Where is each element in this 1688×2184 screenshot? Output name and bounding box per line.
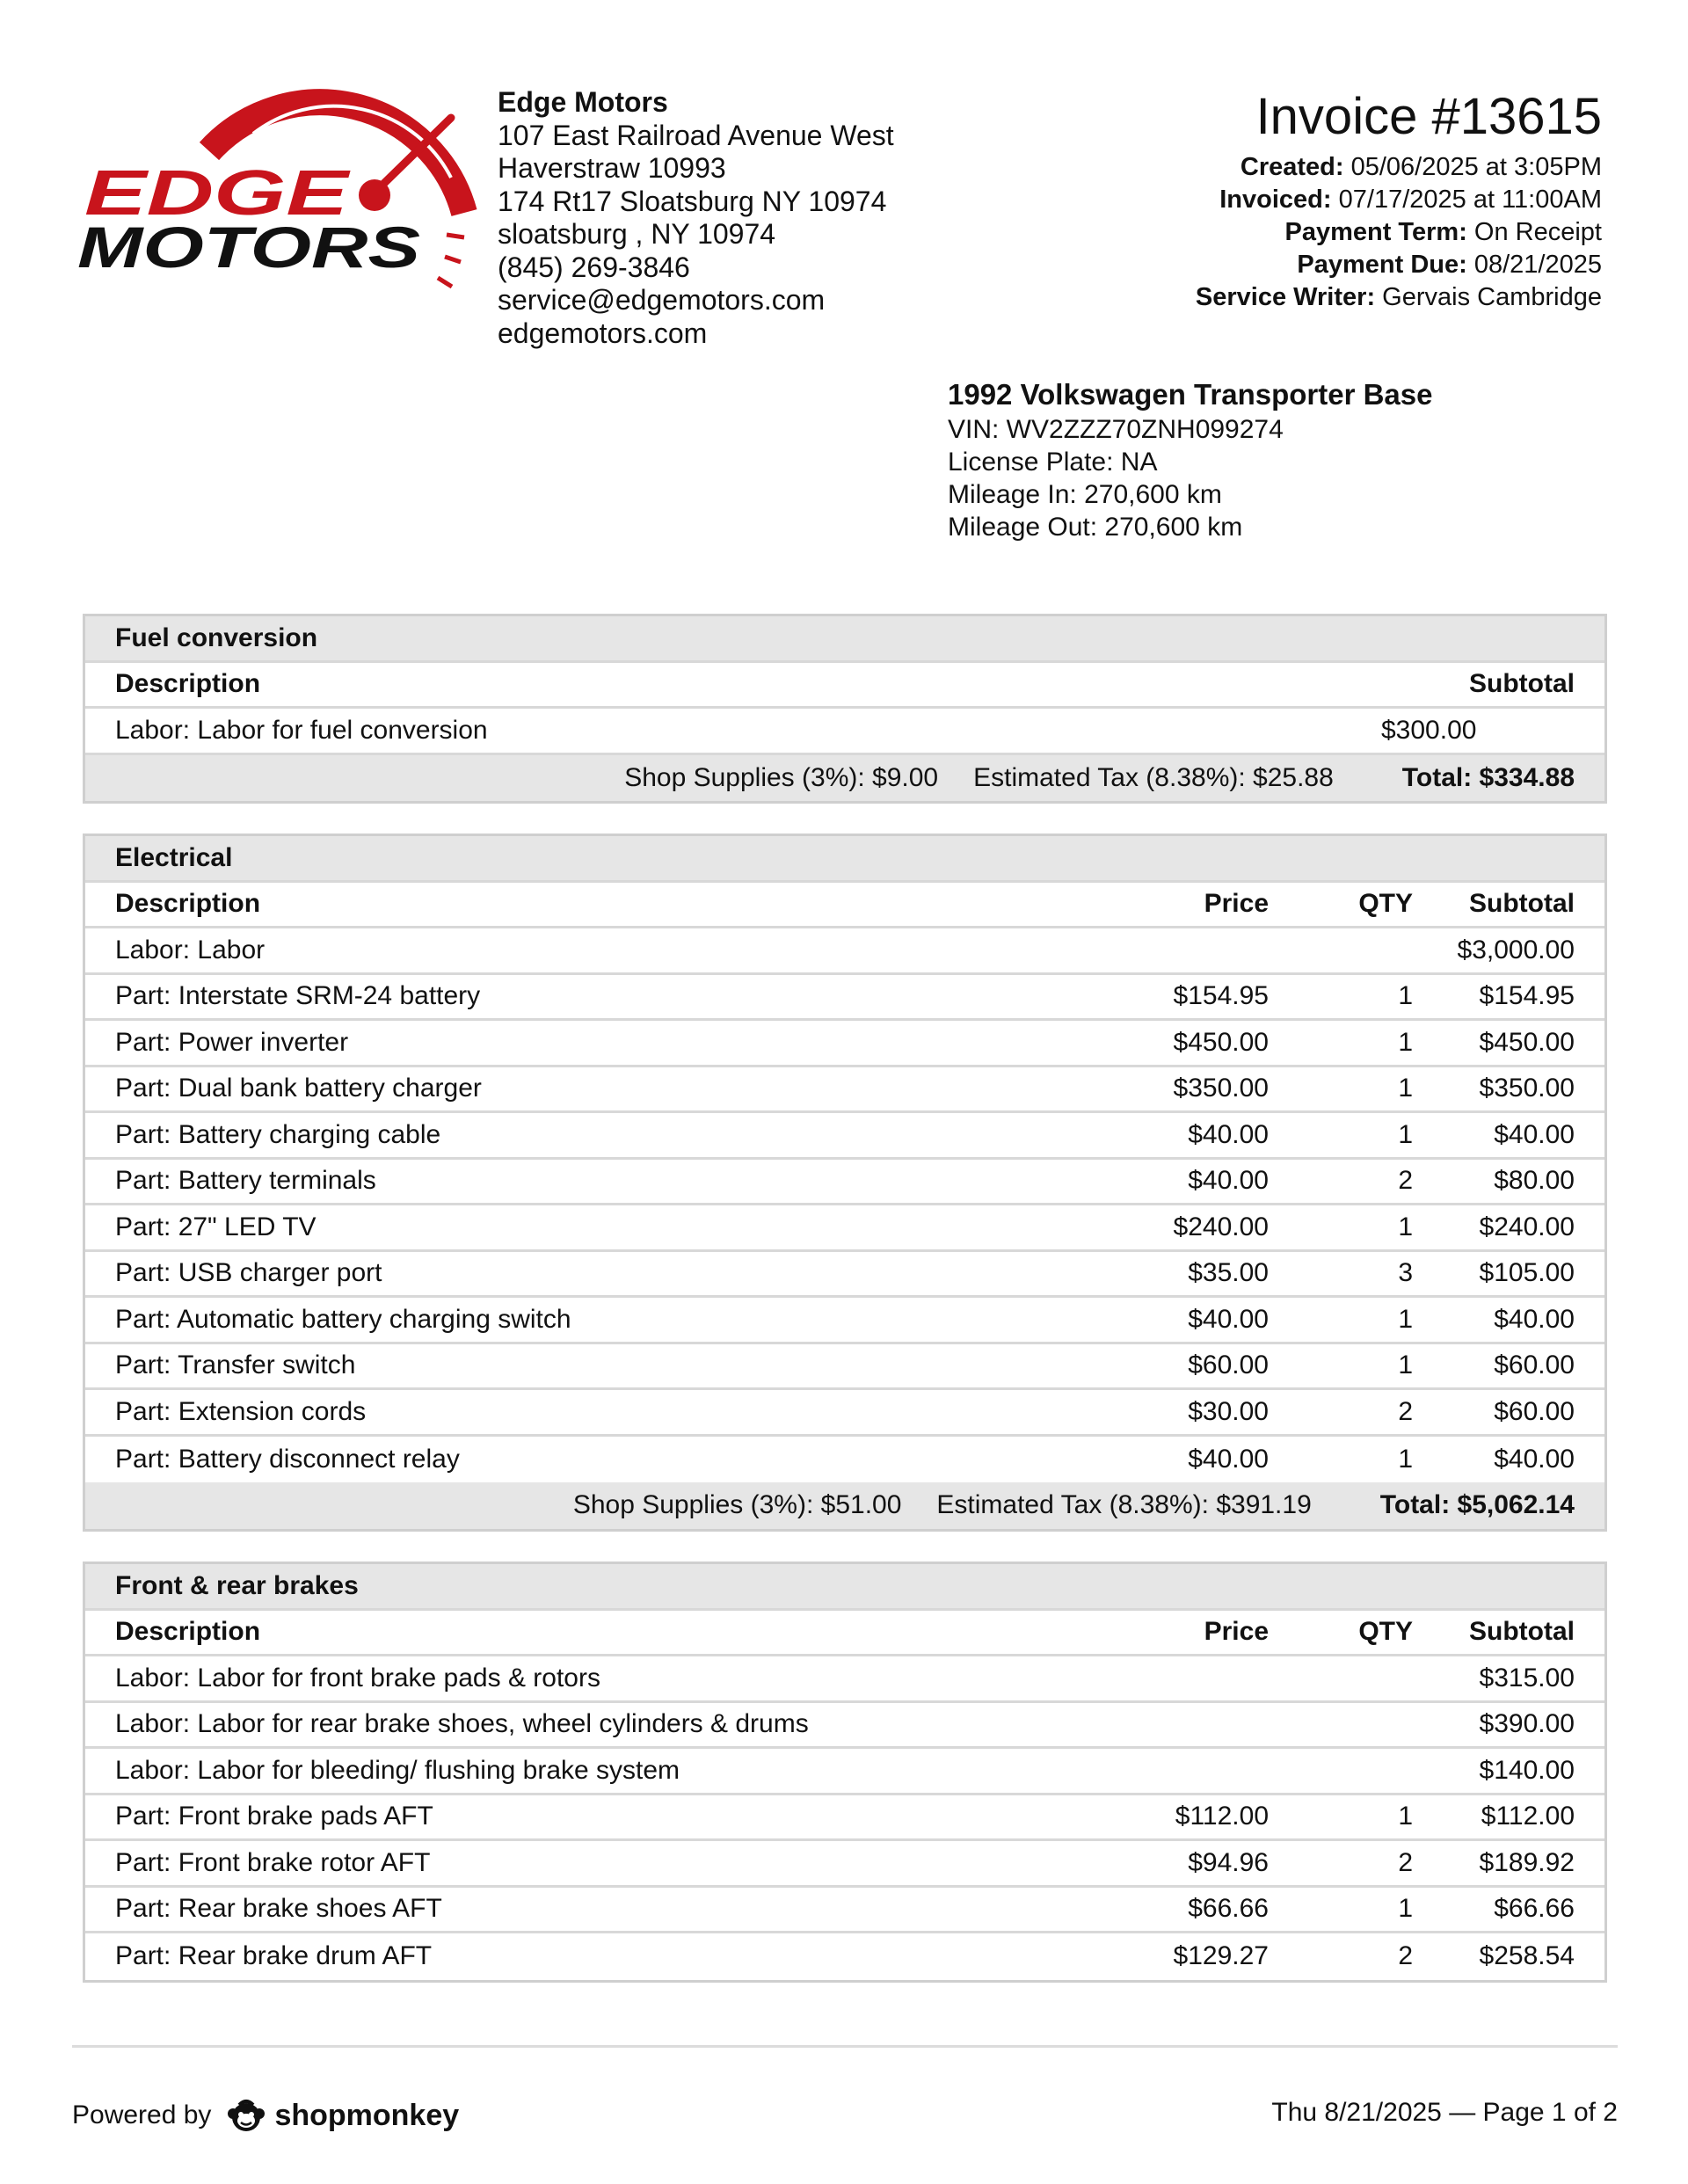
table-row xyxy=(85,1749,1604,1795)
item-description: Part: Transfer switch xyxy=(115,1350,356,1380)
table-row xyxy=(85,709,1604,755)
section-fuel-conversion xyxy=(83,614,1607,804)
header-description: Description xyxy=(115,1617,261,1647)
header-qty: QTY xyxy=(1358,889,1413,919)
header-qty: QTY xyxy=(1358,1617,1413,1647)
header-description: Description xyxy=(115,889,261,919)
shopmonkey-logo-icon xyxy=(227,2096,266,2135)
item-price: $66.66 xyxy=(1188,1894,1269,1924)
item-subtotal: $350.00 xyxy=(1479,1074,1575,1103)
company-phone: (845) 269-3846 xyxy=(498,251,690,283)
item-subtotal: $105.00 xyxy=(1479,1258,1575,1288)
table-row xyxy=(85,1021,1604,1067)
vehicle-mileage-in: Mileage In: 270,600 km xyxy=(948,480,1222,509)
company-email[interactable]: service@edgemotors.com xyxy=(498,284,826,316)
section-summary xyxy=(85,755,1604,802)
shopmonkey-brand: shopmonkey xyxy=(274,2098,460,2132)
item-subtotal: $60.00 xyxy=(1494,1396,1575,1426)
company-info xyxy=(498,86,894,350)
vehicle-name: 1992 Volkswagen Transporter Base xyxy=(948,378,1433,411)
company-address-line: Haverstraw 10993 xyxy=(498,152,726,184)
item-qty: 1 xyxy=(1398,1304,1413,1334)
shop-supplies: Shop Supplies (3%): $9.00 xyxy=(624,762,939,792)
item-subtotal: $450.00 xyxy=(1479,1027,1575,1057)
item-subtotal: $315.00 xyxy=(1479,1663,1575,1693)
table-row xyxy=(85,1113,1604,1160)
item-price: $40.00 xyxy=(1188,1119,1269,1149)
item-qty: 1 xyxy=(1398,1119,1413,1149)
item-description: Part: Extension cords xyxy=(115,1396,367,1426)
table-row xyxy=(85,1888,1604,1934)
table-row xyxy=(85,1067,1604,1114)
invoice-invoiced: Invoiced: 07/17/2025 at 11:00AM xyxy=(1219,186,1602,214)
invoice-payment-due: Payment Due: 08/21/2025 xyxy=(1297,251,1602,279)
item-qty: 2 xyxy=(1398,1847,1413,1877)
section-summary xyxy=(85,1482,1604,1529)
item-description: Part: Front brake rotor AFT xyxy=(115,1847,431,1877)
footer-divider xyxy=(72,2045,1618,2048)
item-subtotal: $112.00 xyxy=(1481,1802,1575,1831)
item-subtotal: $189.92 xyxy=(1479,1847,1575,1877)
item-description: Labor: Labor xyxy=(115,935,266,965)
item-price: $30.00 xyxy=(1188,1396,1269,1426)
edge-motors-logo xyxy=(77,81,482,292)
item-subtotal: $154.95 xyxy=(1479,981,1575,1011)
table-header xyxy=(85,663,1604,710)
table-row xyxy=(85,1933,1604,1980)
table-row xyxy=(85,1344,1604,1391)
powered-by-label: Powered by xyxy=(72,2100,212,2129)
item-subtotal: $258.54 xyxy=(1479,1941,1575,1971)
table-row xyxy=(85,1703,1604,1750)
header-subtotal: Subtotal xyxy=(1469,1617,1575,1647)
company-address-line: sloatsburg , NY 10974 xyxy=(498,218,776,250)
item-description: Part: Battery charging cable xyxy=(115,1119,441,1149)
invoice-created: Created: 05/06/2025 at 3:05PM xyxy=(1240,153,1602,181)
section-title: Fuel conversion xyxy=(85,616,1604,663)
item-price: $129.27 xyxy=(1173,1941,1269,1971)
item-qty: 1 xyxy=(1398,1027,1413,1057)
item-description: Labor: Labor for bleeding/ flushing brake system xyxy=(115,1755,680,1785)
section-title: Front & rear brakes xyxy=(85,1564,1604,1611)
item-description: Part: USB charger port xyxy=(115,1258,382,1288)
item-qty: 1 xyxy=(1398,1444,1413,1474)
item-description: Part: Interstate SRM-24 battery xyxy=(115,981,481,1011)
company-website[interactable]: edgemotors.com xyxy=(498,317,708,349)
item-price: $154.95 xyxy=(1173,981,1269,1011)
item-subtotal: $66.66 xyxy=(1494,1894,1575,1924)
item-description: Part: Power inverter xyxy=(115,1027,349,1057)
item-description: Part: 27" LED TV xyxy=(115,1212,316,1241)
header-subtotal: Subtotal xyxy=(1469,889,1575,919)
estimated-tax: Estimated Tax (8.38%): $391.19 xyxy=(936,1490,1312,1520)
header-description: Description xyxy=(115,669,261,699)
table-header xyxy=(85,1611,1604,1657)
item-qty: 1 xyxy=(1398,1212,1413,1241)
item-price: $40.00 xyxy=(1188,1304,1269,1334)
section-total: Total: $334.88 xyxy=(1401,762,1575,792)
table-row xyxy=(85,1160,1604,1206)
item-qty: 1 xyxy=(1398,1802,1413,1831)
item-qty: 2 xyxy=(1398,1941,1413,1971)
item-qty: 1 xyxy=(1398,1894,1413,1924)
item-description: Part: Rear brake drum AFT xyxy=(115,1941,433,1971)
item-price: $450.00 xyxy=(1173,1027,1269,1057)
item-subtotal: $390.00 xyxy=(1479,1709,1575,1739)
table-header xyxy=(85,883,1604,929)
section-total: Total: $5,062.14 xyxy=(1379,1490,1575,1520)
shop-supplies: Shop Supplies (3%): $51.00 xyxy=(572,1490,902,1520)
vehicle-plate: License Plate: NA xyxy=(948,448,1158,477)
invoice-info xyxy=(1196,86,1602,314)
item-subtotal: $240.00 xyxy=(1479,1212,1575,1241)
header-subtotal: Subtotal xyxy=(1469,669,1575,699)
item-description: Part: Dual bank battery charger xyxy=(115,1074,482,1103)
table-row xyxy=(85,1205,1604,1252)
item-price: $94.96 xyxy=(1188,1847,1269,1877)
powered-by xyxy=(72,2096,459,2135)
item-description: Part: Battery terminals xyxy=(115,1166,376,1196)
item-description: Part: Automatic battery charging switch xyxy=(115,1304,571,1334)
item-description: Labor: Labor for rear brake shoes, wheel cylinders & drums xyxy=(115,1709,809,1739)
logo-speedometer-ticks xyxy=(438,235,464,287)
vehicle-mileage-out: Mileage Out: 270,600 km xyxy=(948,513,1243,542)
item-subtotal: $3,000.00 xyxy=(1457,935,1575,965)
item-price: $60.00 xyxy=(1188,1350,1269,1380)
table-row xyxy=(85,928,1604,975)
table-row xyxy=(85,1390,1604,1437)
page-info: Thu 8/21/2025 — Page 1 of 2 xyxy=(1271,2098,1618,2127)
company-address-line: 174 Rt17 Sloatsburg NY 10974 xyxy=(498,185,887,217)
item-subtotal: $300.00 xyxy=(1381,715,1477,745)
header-price: Price xyxy=(1204,1617,1269,1647)
item-subtotal: $40.00 xyxy=(1494,1304,1575,1334)
item-description: Labor: Labor for front brake pads & rotors xyxy=(115,1663,600,1693)
section-electrical xyxy=(83,834,1607,1532)
item-subtotal: $60.00 xyxy=(1494,1350,1575,1380)
item-price: $350.00 xyxy=(1173,1074,1269,1103)
item-description: Part: Rear brake shoes AFT xyxy=(115,1894,442,1924)
section-title: Electrical xyxy=(85,836,1604,883)
invoice-payment-term: Payment Term: On Receipt xyxy=(1284,218,1602,246)
item-description: Labor: Labor for fuel conversion xyxy=(115,715,488,745)
item-description: Part: Battery disconnect relay xyxy=(115,1444,460,1474)
vehicle-vin: VIN: WV2ZZZ70ZNH099274 xyxy=(948,415,1284,444)
item-subtotal: $140.00 xyxy=(1479,1755,1575,1785)
invoice-service-writer: Service Writer: Gervais Cambridge xyxy=(1195,283,1602,311)
item-subtotal: $80.00 xyxy=(1494,1166,1575,1196)
table-row xyxy=(85,1656,1604,1703)
item-subtotal: $40.00 xyxy=(1494,1119,1575,1149)
table-row xyxy=(85,1437,1604,1483)
item-qty: 3 xyxy=(1398,1258,1413,1288)
company-name: Edge Motors xyxy=(498,86,668,118)
item-price: $240.00 xyxy=(1173,1212,1269,1241)
item-price: $112.00 xyxy=(1175,1802,1269,1831)
estimated-tax: Estimated Tax (8.38%): $25.88 xyxy=(973,762,1334,792)
item-price: $35.00 xyxy=(1188,1258,1269,1288)
logo-text-edge: EDGE xyxy=(84,158,351,229)
item-price: $40.00 xyxy=(1188,1444,1269,1474)
item-qty: 2 xyxy=(1398,1396,1413,1426)
section-brakes xyxy=(83,1562,1607,1983)
item-qty: 1 xyxy=(1398,981,1413,1011)
item-subtotal: $40.00 xyxy=(1494,1444,1575,1474)
table-row xyxy=(85,1252,1604,1299)
header-price: Price xyxy=(1204,889,1269,919)
item-price: $40.00 xyxy=(1188,1166,1269,1196)
item-qty: 1 xyxy=(1398,1350,1413,1380)
table-row xyxy=(85,1795,1604,1842)
item-description: Part: Front brake pads AFT xyxy=(115,1802,433,1831)
item-qty: 2 xyxy=(1398,1166,1413,1196)
table-row xyxy=(85,1298,1604,1344)
logo-text-motors: MOTORS xyxy=(77,215,420,280)
company-address-line: 107 East Railroad Avenue West xyxy=(498,119,894,151)
table-row xyxy=(85,1841,1604,1888)
table-row xyxy=(85,975,1604,1022)
invoice-title: Invoice #13615 xyxy=(1255,88,1602,145)
item-qty: 1 xyxy=(1398,1074,1413,1103)
vehicle-info xyxy=(948,376,1432,543)
